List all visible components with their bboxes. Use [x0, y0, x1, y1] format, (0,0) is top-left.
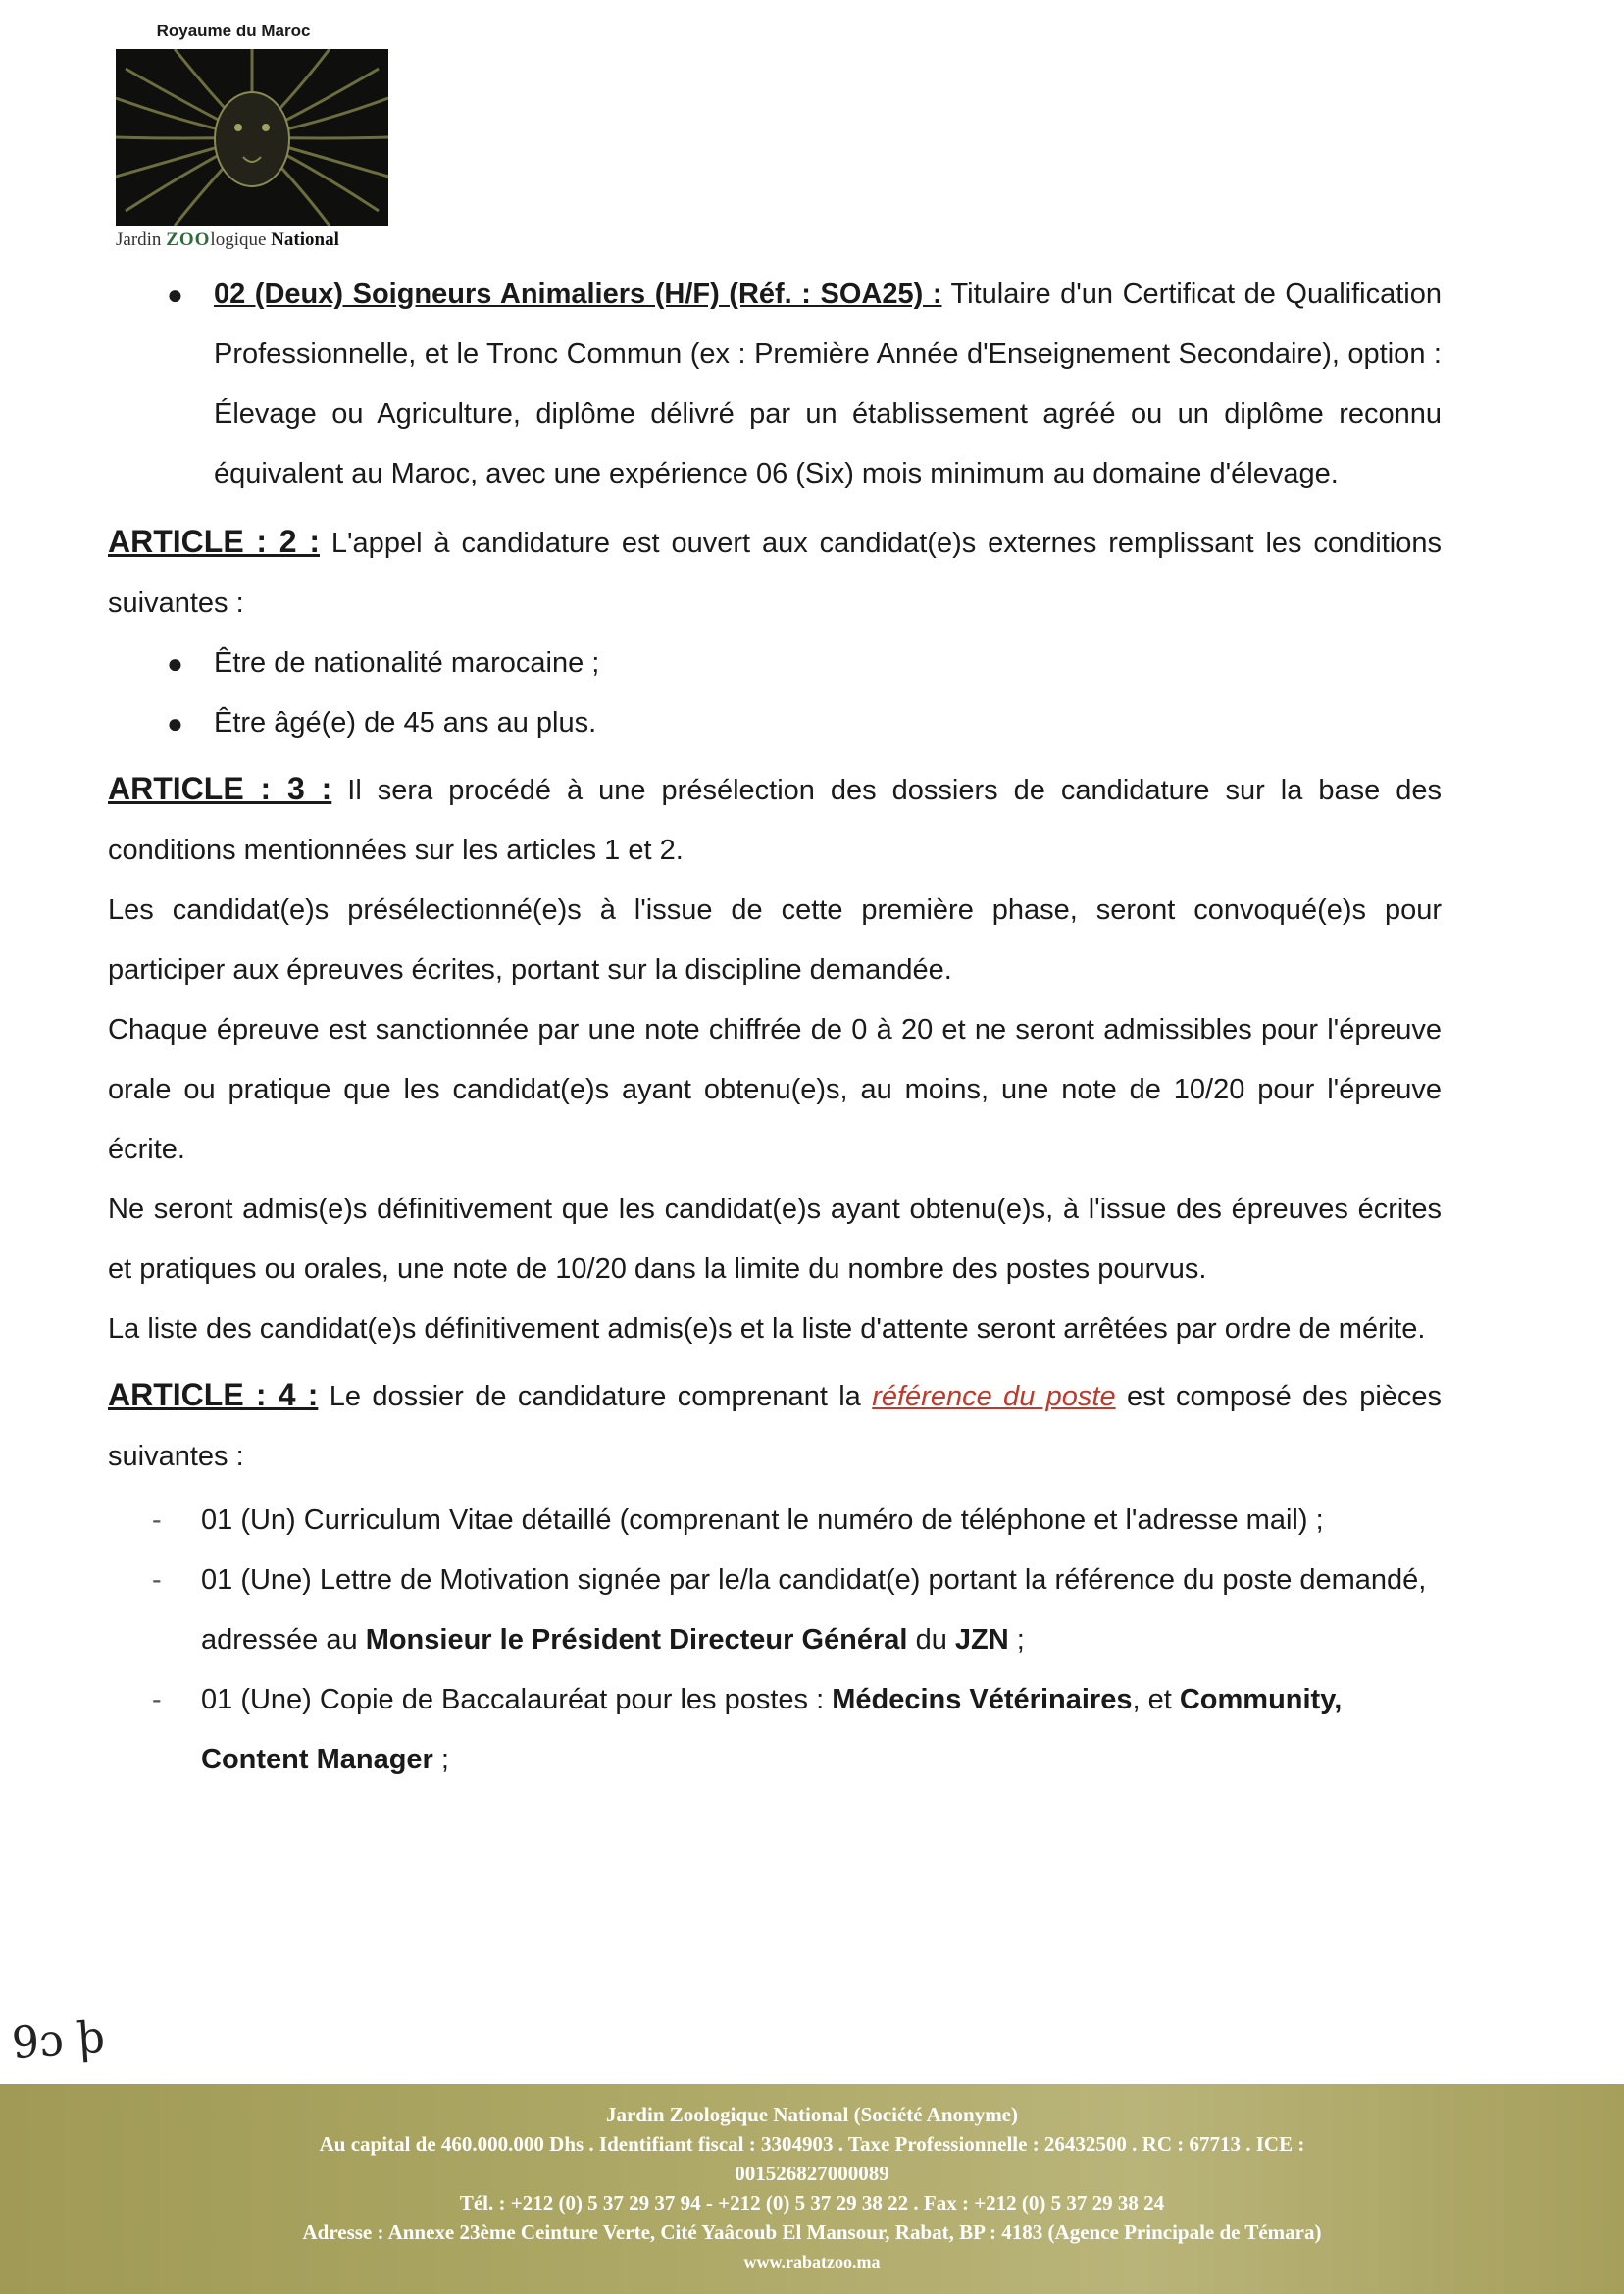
dash-icon: - [152, 1564, 162, 1596]
article-3-label: ARTICLE : 3 : [108, 771, 332, 806]
bullet-icon: ● [167, 280, 183, 310]
job-reference-link: référence du poste [872, 1381, 1116, 1412]
job-requirements: Titulaire d'un Certificat de Qualification Professionnelle, et le Tronc Commun (ex : Première Année d'Enseignement Secondaire), option : Élevage ou Agriculture, diplôme délivré par un établissement agréé ou un diplôme reconnu équivalent au Maroc, avec une expérience 06 (Six) mois minimum au domaine d'élevage. [214, 279, 1442, 489]
condition-item [108, 693, 1442, 753]
article-4 [108, 1365, 1442, 1487]
brand-prefix: Jardin [116, 229, 162, 250]
item-letter-org: JZN [954, 1624, 1009, 1656]
footer-phone: Tél. : +212 (0) 5 37 29 37 94 - +212 (0) 5 37 29 38 22 . Fax : +212 (0) 5 37 29 38 24 [459, 2191, 1165, 2215]
item-bac-mid: , et [1132, 1684, 1172, 1715]
document-item-cv [108, 1491, 1442, 1551]
article-3-p4: Ne seront admis(e)s définitivement que les candidat(e)s ayant obtenu(e)s, à l'issue des épreuves écrites et pratiques ou orales, une note de 10/20 dans la limite du nombre des postes pourvus. [108, 1194, 1442, 1285]
article-4-text-after: est composé des pièces suivantes : [108, 1381, 1443, 1472]
article-2 [108, 512, 1442, 634]
article-2-label: ARTICLE : 2 : [108, 524, 320, 559]
footer-address: Adresse : Annexe 23ème Ceinture Verte, Cité Yaâcoub El Mansour, Rabat, BP : 4183 (Agence Principale de Témara) [302, 2220, 1322, 2244]
bullet-icon: ● [167, 708, 183, 739]
condition-age: Être âgé(e) de 45 ans au plus. [214, 707, 597, 739]
item-letter-end: ; [1016, 1624, 1025, 1656]
item-letter-recipient: Monsieur le Président Directeur Général [365, 1624, 908, 1656]
document-item-letter [108, 1551, 1442, 1670]
footer-legal: Au capital de 460.000.000 Dhs . Identifiant fiscal : 3304903 . Taxe Professionnelle : 26432500 . RC : 67713 . ICE : [319, 2132, 1305, 2156]
condition-nationality: Être de nationalité marocaine ; [214, 647, 600, 679]
item-cv-text: 01 (Un) Curriculum Vitae détaillé (comprenant le numéro de téléphone et l'adresse mail) ; [201, 1504, 1324, 1536]
kingdom-title: Royaume du Maroc [156, 22, 311, 40]
footer-company: Jardin Zoologique National (Société Anonyme) [605, 2103, 1018, 2126]
brand-zoo: ZOO [166, 229, 211, 250]
brand-national: National [271, 229, 339, 250]
item-bac-end: ; [440, 1744, 449, 1775]
footer-banner [0, 2084, 1624, 2294]
item-letter-mid: du [915, 1624, 947, 1656]
article-4-text-before: Le dossier de candidature comprenant la [329, 1381, 861, 1412]
bullet-icon: ● [167, 648, 183, 679]
item-bac-role-vets: Médecins Vétérinaires [832, 1684, 1133, 1715]
article-3-text: Il sera procédé à une présélection des dossiers de candidature sur la base des conditions mentionnées sur les articles 1 et 2. [108, 775, 1442, 866]
job-listing-soa [108, 265, 1442, 504]
dash-icon: - [152, 1504, 162, 1536]
zoo-name [116, 229, 410, 251]
item-letter-text: 01 (Une) Lettre de Motivation signée par le/la candidat(e) portant la référence du poste demandé, adressée au [201, 1564, 1427, 1656]
job-reference: 02 (Deux) Soigneurs Animaliers (H/F) (Réf. : SOA25) : [214, 279, 942, 310]
article-2-text: L'appel à candidature est ouvert aux candidat(e)s externes remplissant les conditions suivantes : [108, 528, 1442, 619]
footer-website: www.rabatzoo.ma [743, 2252, 881, 2271]
article-3-p5: La liste des candidat(e)s définitivement admis(e)s et la liste d'attente seront arrêtées par ordre de mérite. [108, 1313, 1426, 1345]
article-3-p3: Chaque épreuve est sanctionnée par une note chiffrée de 0 à 20 et ne seront admissibles pour l'épreuve orale ou pratique que les candidat(e)s ayant obtenu(e)s, au moins, une note de 10/20 pour l'épreuve écrite. [108, 1014, 1442, 1165]
zoo-logo [116, 49, 388, 226]
document-item-bac [108, 1670, 1442, 1790]
article-3 [108, 759, 1442, 881]
letterhead [116, 22, 400, 251]
item-bac-role-community: Community, Content Manager [201, 1684, 1343, 1775]
condition-item [108, 634, 1442, 693]
footer-ice: 001526827000089 [735, 2162, 889, 2185]
dash-icon: - [152, 1684, 162, 1715]
lion-mane-logo-icon [116, 49, 388, 226]
article-3-p2: Les candidat(e)s présélectionné(e)s à l'issue de cette première phase, seront convoqué(e)s pour participer aux épreuves écrites, portant sur la discipline demandée. [108, 894, 1442, 986]
handwritten-annotation: 9ɔ ϸ [10, 2012, 107, 2069]
document-body [108, 265, 1442, 1790]
article-4-label: ARTICLE : 4 : [108, 1377, 319, 1412]
item-bac-text: 01 (Une) Copie de Baccalauréat pour les postes : [201, 1684, 825, 1715]
brand-logique: logique [210, 229, 267, 250]
